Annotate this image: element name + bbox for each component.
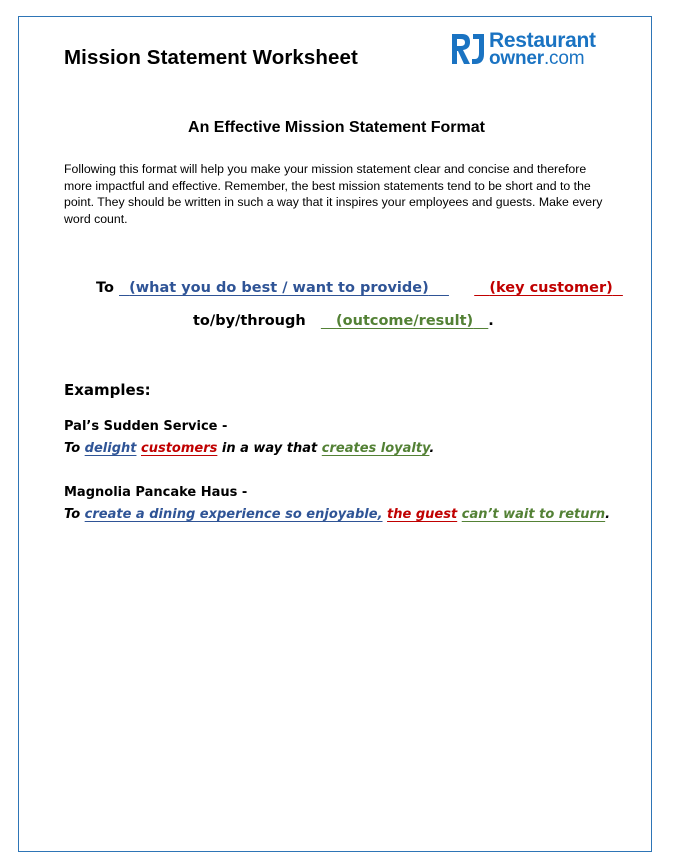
format-what-blank xyxy=(119,280,449,296)
document-title: Mission Statement Worksheet xyxy=(64,46,358,69)
example-1-what: delight xyxy=(84,441,137,456)
format-what: (what you do best / want to provide) xyxy=(129,280,429,296)
example-2-who: the guest xyxy=(387,507,458,522)
format-outcome: (outcome/result) xyxy=(336,313,474,329)
format-connector: to/by/through xyxy=(193,313,306,329)
example-1-outcome: creates loyalty xyxy=(321,441,430,456)
page-border xyxy=(18,16,652,852)
logo-text-line2 xyxy=(489,49,584,69)
section-subtitle: An Effective Mission Statement Format xyxy=(188,119,485,136)
example-1-who: customers xyxy=(141,441,218,456)
example-2-name: Magnolia Pancake Haus - xyxy=(64,485,248,500)
example-2-to: To xyxy=(64,507,81,522)
format-to: To xyxy=(96,280,114,296)
ro-logo-icon xyxy=(450,32,486,66)
example-2-outcome: can’t wait to return xyxy=(461,507,606,522)
format-line-1 xyxy=(96,280,623,296)
intro-paragraph: Following this format will help you make your mission statement clear and concise and therefore more impactful and effective. Remember, the best mission statements tend to be short and to the point. They should be written in such a way that it inspires your employees and guests. Make every word count. xyxy=(64,162,603,226)
format-line-2 xyxy=(193,313,494,329)
example-1-statement xyxy=(64,441,434,456)
example-1-end: . xyxy=(429,441,435,456)
example-2-statement xyxy=(64,507,610,522)
examples-heading: Examples: xyxy=(64,381,151,399)
restaurant-owner-logo[interactable] xyxy=(450,30,610,70)
example-2-end: . xyxy=(605,507,611,522)
logo-text-owner: owner xyxy=(489,48,544,69)
format-who: (key customer) xyxy=(489,280,613,296)
example-1-connector: in a way that xyxy=(221,441,318,456)
example-1-name: Pal’s Sudden Service - xyxy=(64,419,228,434)
format-end: . xyxy=(488,313,494,329)
logo-text-line1: Restaurant xyxy=(489,29,596,52)
example-1-to: To xyxy=(64,441,81,456)
example-2-what: create a dining experience so enjoyable, xyxy=(84,507,383,522)
logo-text-domain: .com xyxy=(543,48,585,69)
format-outcome-blank xyxy=(321,313,488,329)
format-who-blank xyxy=(474,280,623,296)
